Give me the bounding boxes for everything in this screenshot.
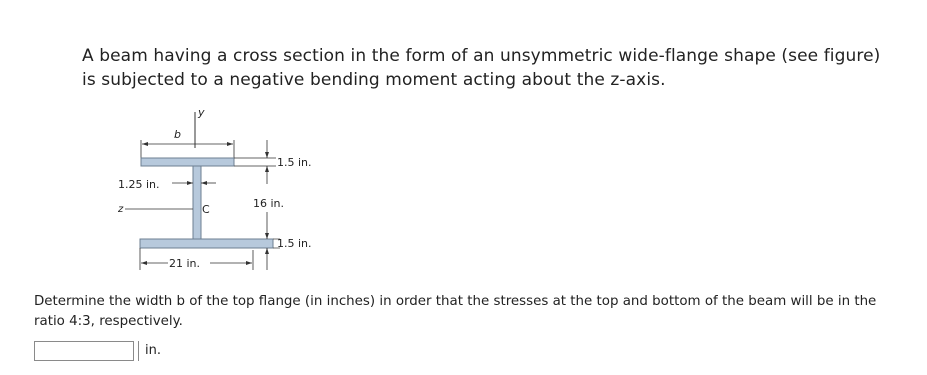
- top-flange-dim-arrow-up: [265, 166, 269, 172]
- b-dim-arrow-right: [227, 142, 233, 146]
- question-text: Determine the width b of the top flange (in inches) in order that the stresses at the top and bottom of the beam will be in the ratio 4:3, respectively.: [34, 294, 877, 329]
- beam-cross-section-figure: [110, 100, 360, 275]
- web-dim-arrow-right: [187, 181, 193, 185]
- web-dim-arrow-left: [201, 181, 207, 185]
- problem-statement: A beam having a cross section in the form of an unsymmetric wide-flange shape (see figure) is subjected to a negative bending moment acting about the z-axis.: [82, 46, 881, 90]
- web: [193, 166, 201, 239]
- bottom-width-arrow-right: [246, 261, 252, 265]
- answer-input[interactable]: [34, 341, 134, 361]
- bottom-flange-arrow-up: [265, 248, 269, 254]
- answer-row: [34, 340, 161, 362]
- bottom-flange-thickness-label: 1.5 in.: [277, 237, 312, 250]
- b-label: b: [174, 128, 181, 141]
- top-flange-thickness-label: 1.5 in.: [277, 156, 312, 169]
- web-thickness-label: 1.25 in.: [118, 178, 160, 191]
- bottom-width-arrow-left: [141, 261, 147, 265]
- top-flange-dim-arrow-down: [265, 152, 269, 158]
- z-axis-label: z: [118, 204, 124, 215]
- y-axis-label: y: [198, 106, 205, 119]
- beam-diagram: [110, 100, 360, 275]
- web-height-arrow-down: [265, 233, 269, 239]
- answer-unit: in.: [138, 341, 161, 361]
- bottom-width-label: 21 in.: [169, 257, 201, 270]
- b-dim-arrow-left: [142, 142, 148, 146]
- top-flange: [141, 158, 234, 166]
- centroid-label: C: [202, 203, 210, 216]
- bottom-flange: [140, 239, 273, 248]
- web-height-label: 16 in.: [253, 197, 285, 210]
